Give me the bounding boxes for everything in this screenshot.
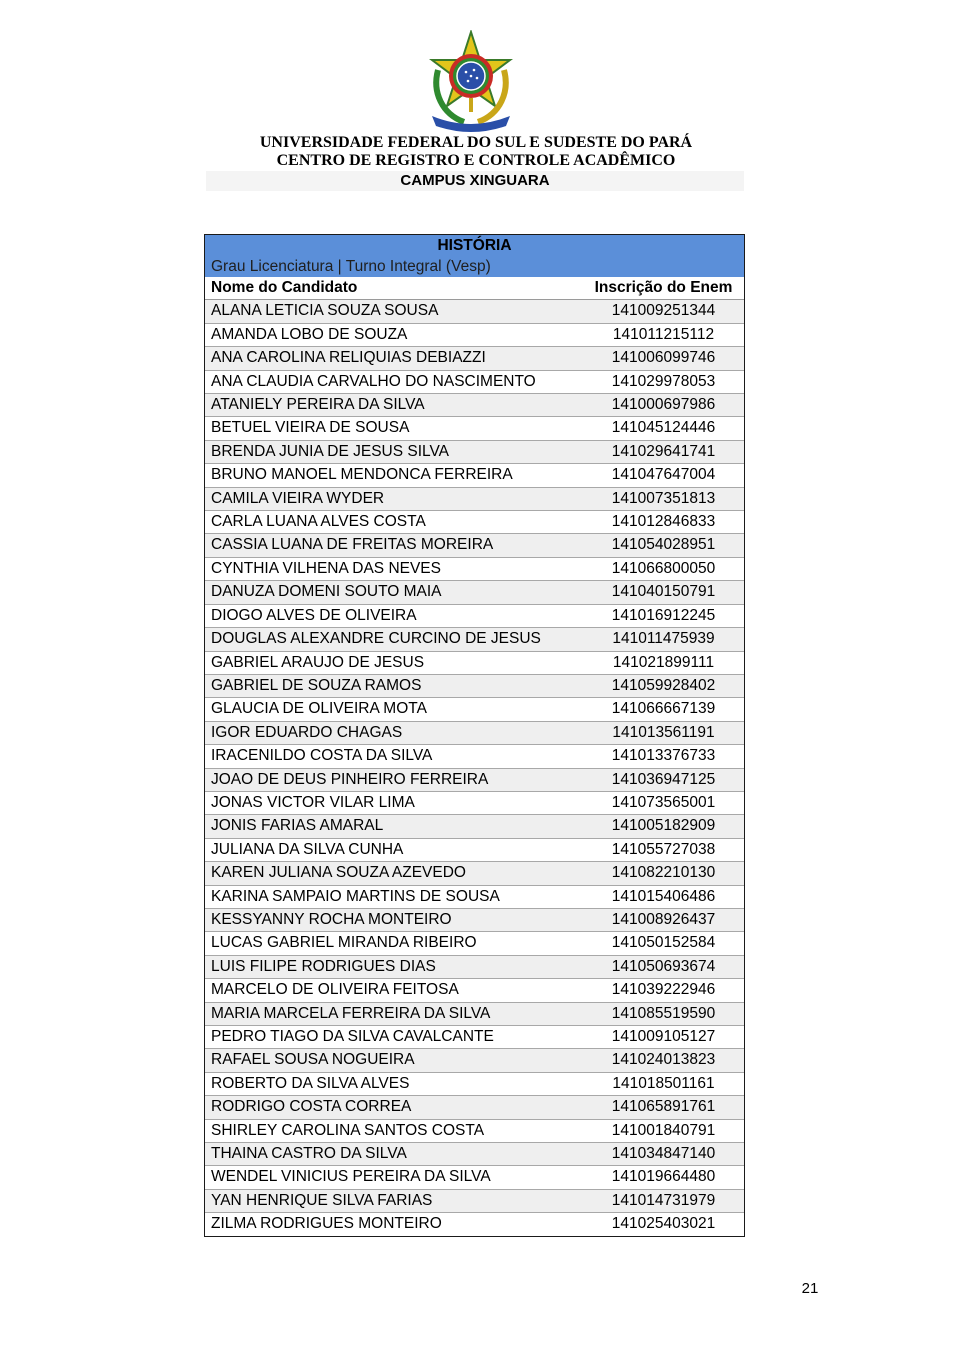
table-row	[205, 1049, 744, 1072]
table-row	[205, 674, 744, 697]
candidate-name: GLAUCIA DE OLIVEIRA MOTA	[205, 698, 583, 721]
candidate-name: ROBERTO DA SILVA ALVES	[205, 1072, 583, 1095]
table-row	[205, 534, 744, 557]
table-row	[205, 394, 744, 417]
table-row	[205, 440, 744, 463]
enem-registration: 141039222946	[583, 979, 744, 1002]
table-row	[205, 721, 744, 744]
candidate-name: MARCELO DE OLIVEIRA FEITOSA	[205, 979, 583, 1002]
enem-registration: 141024013823	[583, 1049, 744, 1072]
candidate-name: BRENDA JUNIA DE JESUS SILVA	[205, 440, 583, 463]
enem-registration: 141008926437	[583, 908, 744, 931]
enem-registration: 141009251344	[583, 300, 744, 323]
column-header-code: Inscrição do Enem	[583, 277, 744, 300]
table-row	[205, 1026, 744, 1049]
candidate-name: RAFAEL SOUSA NOGUEIRA	[205, 1049, 583, 1072]
enem-registration: 141055727038	[583, 838, 744, 861]
table-row	[205, 1166, 744, 1189]
enem-registration: 141011215112	[583, 323, 744, 346]
table-row	[205, 1096, 744, 1119]
candidate-name: ALANA LETICIA SOUZA SOUSA	[205, 300, 583, 323]
course-title: HISTÓRIA	[205, 235, 744, 256]
candidate-name: IGOR EDUARDO CHAGAS	[205, 721, 583, 744]
enem-registration: 141000697986	[583, 394, 744, 417]
page-number: 21	[801, 1280, 819, 1297]
enem-registration: 141006099746	[583, 347, 744, 370]
table-row	[205, 347, 744, 370]
candidate-name: LUCAS GABRIEL MIRANDA RIBEIRO	[205, 932, 583, 955]
candidate-name: ZILMA RODRIGUES MONTEIRO	[205, 1213, 583, 1236]
table-row	[205, 838, 744, 861]
candidate-name: KAREN JULIANA SOUZA AZEVEDO	[205, 862, 583, 885]
enem-registration: 141040150791	[583, 581, 744, 604]
enem-registration: 141005182909	[583, 815, 744, 838]
column-header-row	[205, 277, 744, 300]
enem-registration: 141045124446	[583, 417, 744, 440]
enem-registration: 141054028951	[583, 534, 744, 557]
enem-registration: 141073565001	[583, 791, 744, 814]
enem-registration: 141050693674	[583, 955, 744, 978]
candidate-name: AMANDA LOBO DE SOUZA	[205, 323, 583, 346]
enem-registration: 141066667139	[583, 698, 744, 721]
candidate-name: KESSYANNY ROCHA MONTEIRO	[205, 908, 583, 931]
enem-registration: 141025403021	[583, 1213, 744, 1236]
candidate-name: BETUEL VIEIRA DE SOUSA	[205, 417, 583, 440]
enem-registration: 141050152584	[583, 932, 744, 955]
candidate-name: THAINA CASTRO DA SILVA	[205, 1143, 583, 1166]
candidate-name: IRACENILDO COSTA DA SILVA	[205, 745, 583, 768]
table-row	[205, 885, 744, 908]
table-row	[205, 1002, 744, 1025]
candidate-name: JONIS FARIAS AMARAL	[205, 815, 583, 838]
enem-registration: 141007351813	[583, 487, 744, 510]
candidate-name: LUIS FILIPE RODRIGUES DIAS	[205, 955, 583, 978]
table-row	[205, 628, 744, 651]
table-row	[205, 698, 744, 721]
candidate-name: PEDRO TIAGO DA SILVA CAVALCANTE	[205, 1026, 583, 1049]
enem-registration: 141009105127	[583, 1026, 744, 1049]
enem-registration: 141036947125	[583, 768, 744, 791]
table-row	[205, 1189, 744, 1212]
table-row	[205, 651, 744, 674]
enem-registration: 141014731979	[583, 1189, 744, 1212]
candidate-name: CYNTHIA VILHENA DAS NEVES	[205, 557, 583, 580]
enem-registration: 141029641741	[583, 440, 744, 463]
enem-registration: 141082210130	[583, 862, 744, 885]
table-row	[205, 1072, 744, 1095]
table-row	[205, 1213, 744, 1236]
candidate-name: ANA CLAUDIA CARVALHO DO NASCIMENTO	[205, 370, 583, 393]
column-header-name: Nome do Candidato	[205, 277, 583, 300]
degree-turn-row	[205, 256, 744, 277]
enem-registration: 141059928402	[583, 674, 744, 697]
enem-registration: 141047647004	[583, 464, 744, 487]
table-row	[205, 979, 744, 1002]
candidate-name: ATANIELY PEREIRA DA SILVA	[205, 394, 583, 417]
candidate-name: MARIA MARCELA FERREIRA DA SILVA	[205, 1002, 583, 1025]
table-row	[205, 1143, 744, 1166]
table-row	[205, 745, 744, 768]
candidate-name: WENDEL VINICIUS PEREIRA DA SILVA	[205, 1166, 583, 1189]
enem-registration: 141029978053	[583, 370, 744, 393]
enem-registration: 141065891761	[583, 1096, 744, 1119]
candidate-name: GABRIEL DE SOUZA RAMOS	[205, 674, 583, 697]
enem-registration: 141021899111	[583, 651, 744, 674]
enem-registration: 141085519590	[583, 1002, 744, 1025]
university-name: UNIVERSIDADE FEDERAL DO SUL E SUDESTE DO PARÁ	[259, 134, 693, 151]
candidate-name: CASSIA LUANA DE FREITAS MOREIRA	[205, 534, 583, 557]
candidate-name: JULIANA DA SILVA CUNHA	[205, 838, 583, 861]
degree-turn: Grau Licenciatura | Turno Integral (Vesp)	[205, 256, 744, 277]
candidate-name: ANA CAROLINA RELIQUIAS DEBIAZZI	[205, 347, 583, 370]
enem-registration: 141019664480	[583, 1166, 744, 1189]
table-row	[205, 557, 744, 580]
candidate-name: DIOGO ALVES DE OLIVEIRA	[205, 604, 583, 627]
table-row	[205, 511, 744, 534]
table-row	[205, 791, 744, 814]
table-row	[205, 815, 744, 838]
candidate-name: DANUZA DOMENI SOUTO MAIA	[205, 581, 583, 604]
candidates-table	[204, 234, 745, 1237]
candidate-name: KARINA SAMPAIO MARTINS DE SOUSA	[205, 885, 583, 908]
table-row	[205, 604, 744, 627]
candidate-name: RODRIGO COSTA CORREA	[205, 1096, 583, 1119]
enem-registration: 141034847140	[583, 1143, 744, 1166]
enem-registration: 141018501161	[583, 1072, 744, 1095]
table-row	[205, 768, 744, 791]
candidate-name: JONAS VICTOR VILAR LIMA	[205, 791, 583, 814]
enem-registration: 141013561191	[583, 721, 744, 744]
candidate-name: CAMILA VIEIRA WYDER	[205, 487, 583, 510]
table-row	[205, 581, 744, 604]
table-row	[205, 932, 744, 955]
table-row	[205, 955, 744, 978]
candidate-name: YAN HENRIQUE SILVA FARIAS	[205, 1189, 583, 1212]
candidate-name: CARLA LUANA ALVES COSTA	[205, 511, 583, 534]
table-row	[205, 370, 744, 393]
table-row	[205, 862, 744, 885]
enem-registration: 141001840791	[583, 1119, 744, 1142]
table-row	[205, 908, 744, 931]
candidate-name: DOUGLAS ALEXANDRE CURCINO DE JESUS	[205, 628, 583, 651]
enem-registration: 141016912245	[583, 604, 744, 627]
course-title-row	[205, 235, 744, 256]
enem-registration: 141015406486	[583, 885, 744, 908]
campus-name: CAMPUS XINGUARA	[206, 171, 744, 191]
table-row	[205, 464, 744, 487]
candidate-name: GABRIEL ARAUJO DE JESUS	[205, 651, 583, 674]
brazil-coat-of-arms-icon	[424, 30, 518, 134]
center-name: CENTRO DE REGISTRO E CONTROLE ACADÊMICO	[276, 152, 676, 169]
enem-registration: 141012846833	[583, 511, 744, 534]
table-row	[205, 417, 744, 440]
table-row	[205, 323, 744, 346]
table-row	[205, 300, 744, 323]
table-row	[205, 1119, 744, 1142]
candidate-name: JOAO DE DEUS PINHEIRO FERREIRA	[205, 768, 583, 791]
table-row	[205, 487, 744, 510]
enem-registration: 141011475939	[583, 628, 744, 651]
enem-registration: 141066800050	[583, 557, 744, 580]
candidate-name: SHIRLEY CAROLINA SANTOS COSTA	[205, 1119, 583, 1142]
enem-registration: 141013376733	[583, 745, 744, 768]
candidate-name: BRUNO MANOEL MENDONCA FERREIRA	[205, 464, 583, 487]
